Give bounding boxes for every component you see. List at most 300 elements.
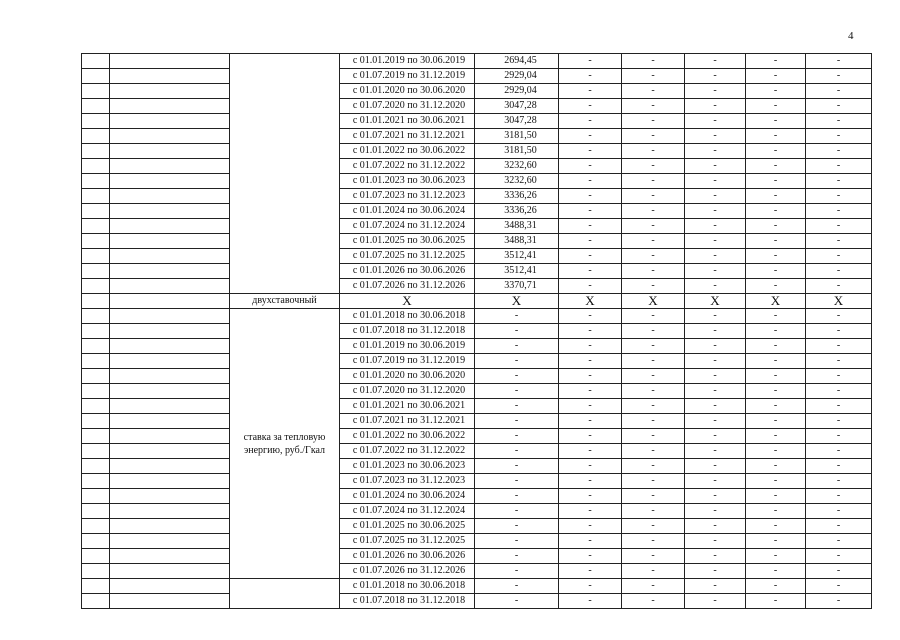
index-cell [82, 204, 110, 219]
name-cell [110, 519, 230, 534]
empty-value-cell: - [622, 264, 685, 279]
period-cell: с 01.07.2022 по 31.12.2022 [340, 444, 475, 459]
empty-value-cell: - [559, 54, 622, 69]
empty-value-cell: - [559, 144, 622, 159]
name-cell [110, 579, 230, 594]
empty-value-cell: - [806, 579, 872, 594]
empty-value-cell: - [622, 309, 685, 324]
empty-value-cell: - [685, 384, 746, 399]
empty-value-cell: - [475, 594, 559, 609]
empty-value-cell: - [475, 549, 559, 564]
empty-value-cell: - [622, 549, 685, 564]
name-cell [110, 174, 230, 189]
empty-value-cell: - [475, 504, 559, 519]
empty-value-cell: - [746, 144, 806, 159]
name-cell [110, 264, 230, 279]
page-number: 4 [848, 30, 854, 42]
table-row [82, 144, 872, 159]
empty-value-cell: - [685, 189, 746, 204]
name-cell [110, 474, 230, 489]
table-row [82, 474, 872, 489]
empty-value-cell: - [475, 399, 559, 414]
empty-value-cell: - [622, 534, 685, 549]
period-cell: с 01.07.2025 по 31.12.2025 [340, 534, 475, 549]
x-mark-cell: Х [340, 294, 475, 309]
empty-value-cell: - [685, 54, 746, 69]
table-row [82, 174, 872, 189]
empty-value-cell: - [685, 144, 746, 159]
empty-value-cell: - [622, 129, 685, 144]
empty-value-cell: - [559, 354, 622, 369]
empty-value-cell: - [622, 99, 685, 114]
empty-value-cell: - [559, 159, 622, 174]
empty-value-cell: - [806, 279, 872, 294]
tariff-value-cell: 3370,71 [475, 279, 559, 294]
empty-value-cell: - [559, 369, 622, 384]
period-cell: с 01.01.2021 по 30.06.2021 [340, 399, 475, 414]
x-mark-cell: Х [746, 294, 806, 309]
period-cell: с 01.07.2023 по 31.12.2023 [340, 189, 475, 204]
index-cell [82, 579, 110, 594]
period-cell: с 01.07.2022 по 31.12.2022 [340, 159, 475, 174]
empty-value-cell: - [622, 504, 685, 519]
table-row [82, 294, 872, 309]
empty-value-cell: - [746, 429, 806, 444]
empty-value-cell: - [746, 234, 806, 249]
empty-value-cell: - [685, 84, 746, 99]
index-cell [82, 459, 110, 474]
empty-value-cell: - [622, 519, 685, 534]
empty-value-cell: - [622, 189, 685, 204]
empty-value-cell: - [685, 234, 746, 249]
empty-value-cell: - [559, 99, 622, 114]
empty-value-cell: - [746, 114, 806, 129]
name-cell [110, 144, 230, 159]
empty-value-cell: - [685, 399, 746, 414]
empty-value-cell: - [746, 69, 806, 84]
empty-value-cell: - [806, 204, 872, 219]
empty-value-cell: - [685, 594, 746, 609]
tariff-value-cell: 3512,41 [475, 249, 559, 264]
name-cell [110, 444, 230, 459]
period-cell: с 01.07.2023 по 31.12.2023 [340, 474, 475, 489]
tariff-value-cell: 2694,45 [475, 54, 559, 69]
empty-value-cell: - [806, 114, 872, 129]
empty-value-cell: - [622, 279, 685, 294]
empty-value-cell: - [746, 84, 806, 99]
empty-value-cell: - [806, 519, 872, 534]
empty-value-cell: - [559, 219, 622, 234]
empty-value-cell: - [746, 579, 806, 594]
empty-value-cell: - [746, 594, 806, 609]
index-cell [82, 534, 110, 549]
index-cell [82, 504, 110, 519]
empty-value-cell: - [806, 174, 872, 189]
index-cell [82, 399, 110, 414]
empty-value-cell: - [559, 564, 622, 579]
period-cell: с 01.01.2020 по 30.06.2020 [340, 84, 475, 99]
empty-value-cell: - [746, 399, 806, 414]
tariff-value-cell: 3488,31 [475, 234, 559, 249]
empty-value-cell: - [746, 414, 806, 429]
table-row [82, 189, 872, 204]
empty-value-cell: - [685, 339, 746, 354]
empty-value-cell: - [806, 474, 872, 489]
period-cell: с 01.07.2026 по 31.12.2026 [340, 279, 475, 294]
empty-value-cell: - [746, 444, 806, 459]
name-cell [110, 459, 230, 474]
empty-value-cell: - [746, 534, 806, 549]
empty-value-cell: - [685, 264, 746, 279]
empty-value-cell: - [806, 459, 872, 474]
empty-value-cell: - [559, 174, 622, 189]
empty-value-cell: - [806, 54, 872, 69]
empty-value-cell: - [746, 504, 806, 519]
empty-value-cell: - [559, 234, 622, 249]
table-row [82, 99, 872, 114]
empty-value-cell: - [685, 474, 746, 489]
empty-value-cell: - [746, 564, 806, 579]
empty-value-cell: - [806, 339, 872, 354]
empty-value-cell: - [559, 324, 622, 339]
table-row [82, 459, 872, 474]
table-row [82, 354, 872, 369]
empty-value-cell: - [559, 204, 622, 219]
index-cell [82, 144, 110, 159]
empty-value-cell: - [806, 489, 872, 504]
empty-value-cell: - [475, 339, 559, 354]
empty-value-cell: - [475, 489, 559, 504]
x-mark-cell: Х [559, 294, 622, 309]
index-cell [82, 414, 110, 429]
period-cell: с 01.01.2026 по 30.06.2026 [340, 264, 475, 279]
index-cell [82, 129, 110, 144]
table-row [82, 309, 872, 324]
empty-value-cell: - [746, 264, 806, 279]
name-cell [110, 294, 230, 309]
empty-value-cell: - [559, 519, 622, 534]
empty-value-cell: - [559, 594, 622, 609]
empty-value-cell: - [685, 159, 746, 174]
table-row [82, 384, 872, 399]
empty-value-cell: - [475, 564, 559, 579]
empty-value-cell: - [559, 279, 622, 294]
index-cell [82, 249, 110, 264]
tariff-value-cell: 3336,26 [475, 189, 559, 204]
empty-value-cell: - [685, 174, 746, 189]
period-cell: с 01.01.2022 по 30.06.2022 [340, 429, 475, 444]
x-mark-cell: Х [685, 294, 746, 309]
name-cell [110, 189, 230, 204]
period-cell: с 01.01.2021 по 30.06.2021 [340, 114, 475, 129]
empty-value-cell: - [475, 369, 559, 384]
empty-value-cell: - [559, 474, 622, 489]
table-row [82, 204, 872, 219]
empty-value-cell: - [685, 129, 746, 144]
empty-value-cell: - [746, 549, 806, 564]
empty-value-cell: - [475, 384, 559, 399]
empty-value-cell: - [685, 354, 746, 369]
empty-value-cell: - [622, 399, 685, 414]
empty-value-cell: - [685, 324, 746, 339]
empty-value-cell: - [475, 579, 559, 594]
table-row [82, 414, 872, 429]
empty-value-cell: - [622, 69, 685, 84]
empty-value-cell: - [746, 309, 806, 324]
period-cell: с 01.01.2020 по 30.06.2020 [340, 369, 475, 384]
empty-value-cell: - [622, 84, 685, 99]
empty-value-cell: - [622, 384, 685, 399]
empty-value-cell: - [685, 414, 746, 429]
period-cell: с 01.01.2023 по 30.06.2023 [340, 459, 475, 474]
empty-value-cell: - [559, 549, 622, 564]
period-cell: с 01.01.2024 по 30.06.2024 [340, 204, 475, 219]
empty-value-cell: - [685, 309, 746, 324]
empty-value-cell: - [622, 414, 685, 429]
table-row [82, 114, 872, 129]
table-row [82, 489, 872, 504]
empty-value-cell: - [559, 249, 622, 264]
period-cell: с 01.07.2018 по 31.12.2018 [340, 324, 475, 339]
empty-value-cell: - [746, 489, 806, 504]
empty-value-cell: - [685, 579, 746, 594]
index-cell [82, 189, 110, 204]
index-cell [82, 444, 110, 459]
empty-value-cell: - [806, 354, 872, 369]
index-cell [82, 564, 110, 579]
empty-value-cell: - [475, 474, 559, 489]
index-cell [82, 429, 110, 444]
table-row [82, 249, 872, 264]
empty-value-cell: - [622, 114, 685, 129]
empty-value-cell: - [746, 354, 806, 369]
empty-value-cell: - [622, 354, 685, 369]
table-row [82, 534, 872, 549]
table-row [82, 429, 872, 444]
empty-value-cell: - [559, 414, 622, 429]
empty-value-cell: - [685, 564, 746, 579]
index-cell [82, 369, 110, 384]
empty-value-cell: - [746, 249, 806, 264]
empty-value-cell: - [475, 414, 559, 429]
empty-value-cell: - [806, 129, 872, 144]
empty-value-cell: - [559, 339, 622, 354]
empty-value-cell: - [806, 219, 872, 234]
tariff-value-cell: 3336,26 [475, 204, 559, 219]
empty-value-cell: - [559, 429, 622, 444]
empty-value-cell: - [622, 579, 685, 594]
empty-value-cell: - [559, 489, 622, 504]
name-cell [110, 204, 230, 219]
period-cell: с 01.01.2018 по 30.06.2018 [340, 579, 475, 594]
table-row [82, 84, 872, 99]
empty-value-cell: - [746, 174, 806, 189]
index-cell [82, 279, 110, 294]
name-cell [110, 159, 230, 174]
period-cell: с 01.07.2026 по 31.12.2026 [340, 564, 475, 579]
table-row [82, 504, 872, 519]
empty-value-cell: - [746, 189, 806, 204]
empty-value-cell: - [559, 189, 622, 204]
tariff-value-cell: 3047,28 [475, 114, 559, 129]
empty-value-cell: - [806, 594, 872, 609]
name-cell [110, 384, 230, 399]
empty-value-cell: - [746, 459, 806, 474]
empty-value-cell: - [746, 204, 806, 219]
name-cell [110, 234, 230, 249]
period-cell: с 01.07.2021 по 31.12.2021 [340, 414, 475, 429]
period-cell: с 01.07.2025 по 31.12.2025 [340, 249, 475, 264]
table-row [82, 219, 872, 234]
name-cell [110, 324, 230, 339]
empty-value-cell: - [746, 54, 806, 69]
empty-value-cell: - [622, 159, 685, 174]
empty-value-cell: - [806, 249, 872, 264]
empty-value-cell: - [475, 519, 559, 534]
empty-value-cell: - [622, 564, 685, 579]
period-cell: с 01.07.2018 по 31.12.2018 [340, 594, 475, 609]
empty-value-cell: - [622, 474, 685, 489]
tariff-value-cell: 3488,31 [475, 219, 559, 234]
empty-value-cell: - [685, 114, 746, 129]
index-cell [82, 174, 110, 189]
period-cell: с 01.01.2019 по 30.06.2019 [340, 339, 475, 354]
name-cell [110, 399, 230, 414]
empty-value-cell: - [806, 84, 872, 99]
table-row [82, 399, 872, 414]
empty-value-cell: - [746, 219, 806, 234]
x-mark-cell: Х [806, 294, 872, 309]
name-cell [110, 549, 230, 564]
period-cell: с 01.07.2020 по 31.12.2020 [340, 99, 475, 114]
empty-value-cell: - [622, 249, 685, 264]
name-cell [110, 309, 230, 324]
name-cell [110, 69, 230, 84]
empty-value-cell: - [746, 474, 806, 489]
empty-value-cell: - [622, 489, 685, 504]
empty-value-cell: - [475, 429, 559, 444]
table-row [82, 444, 872, 459]
tariff-type-cell [230, 579, 340, 609]
empty-value-cell: - [622, 339, 685, 354]
table-row [82, 579, 872, 594]
table-row [82, 594, 872, 609]
table-row [82, 564, 872, 579]
empty-value-cell: - [559, 384, 622, 399]
table-row [82, 279, 872, 294]
name-cell [110, 99, 230, 114]
empty-value-cell: - [559, 459, 622, 474]
empty-value-cell: - [746, 99, 806, 114]
empty-value-cell: - [685, 534, 746, 549]
tariff-type-cell [230, 54, 340, 294]
period-cell: с 01.01.2025 по 30.06.2025 [340, 519, 475, 534]
tariff-value-cell: 2929,04 [475, 84, 559, 99]
empty-value-cell: - [746, 339, 806, 354]
period-cell: с 01.07.2024 по 31.12.2024 [340, 219, 475, 234]
empty-value-cell: - [559, 309, 622, 324]
empty-value-cell: - [806, 384, 872, 399]
empty-value-cell: - [622, 234, 685, 249]
name-cell [110, 534, 230, 549]
period-cell: с 01.01.2022 по 30.06.2022 [340, 144, 475, 159]
empty-value-cell: - [806, 564, 872, 579]
index-cell [82, 309, 110, 324]
empty-value-cell: - [746, 519, 806, 534]
empty-value-cell: - [685, 69, 746, 84]
tariff-value-cell: 2929,04 [475, 69, 559, 84]
empty-value-cell: - [806, 264, 872, 279]
empty-value-cell: - [806, 234, 872, 249]
name-cell [110, 354, 230, 369]
empty-value-cell: - [806, 189, 872, 204]
index-cell [82, 354, 110, 369]
empty-value-cell: - [685, 279, 746, 294]
index-cell [82, 324, 110, 339]
empty-value-cell: - [622, 219, 685, 234]
period-cell: с 01.07.2024 по 31.12.2024 [340, 504, 475, 519]
empty-value-cell: - [622, 459, 685, 474]
empty-value-cell: - [806, 444, 872, 459]
table-row [82, 264, 872, 279]
name-cell [110, 54, 230, 69]
empty-value-cell: - [685, 549, 746, 564]
period-cell: с 01.01.2023 по 30.06.2023 [340, 174, 475, 189]
empty-value-cell: - [685, 369, 746, 384]
index-cell [82, 519, 110, 534]
empty-value-cell: - [622, 369, 685, 384]
index-cell [82, 339, 110, 354]
empty-value-cell: - [685, 489, 746, 504]
empty-value-cell: - [475, 324, 559, 339]
empty-value-cell: - [622, 174, 685, 189]
name-cell [110, 114, 230, 129]
empty-value-cell: - [559, 579, 622, 594]
empty-value-cell: - [806, 159, 872, 174]
empty-value-cell: - [746, 159, 806, 174]
table-row [82, 159, 872, 174]
table-row [82, 369, 872, 384]
empty-value-cell: - [559, 534, 622, 549]
tariff-table-body [82, 54, 872, 609]
empty-value-cell: - [559, 129, 622, 144]
index-cell [82, 294, 110, 309]
index-cell [82, 54, 110, 69]
x-mark-cell: Х [622, 294, 685, 309]
empty-value-cell: - [622, 204, 685, 219]
index-cell [82, 549, 110, 564]
empty-value-cell: - [806, 99, 872, 114]
name-cell [110, 429, 230, 444]
empty-value-cell: - [559, 264, 622, 279]
empty-value-cell: - [685, 99, 746, 114]
name-cell [110, 414, 230, 429]
period-cell: с 01.07.2019 по 31.12.2019 [340, 69, 475, 84]
table-row [82, 339, 872, 354]
empty-value-cell: - [559, 444, 622, 459]
empty-value-cell: - [475, 534, 559, 549]
tariff-value-cell: 3047,28 [475, 99, 559, 114]
tariff-value-cell: 3512,41 [475, 264, 559, 279]
table-row [82, 54, 872, 69]
heat-energy-rate-label: ставка за тепловую энергию, руб./Гкал [230, 309, 340, 579]
index-cell [82, 219, 110, 234]
period-cell: с 01.01.2026 по 30.06.2026 [340, 549, 475, 564]
empty-value-cell: - [746, 384, 806, 399]
empty-value-cell: - [622, 324, 685, 339]
empty-value-cell: - [746, 324, 806, 339]
name-cell [110, 489, 230, 504]
